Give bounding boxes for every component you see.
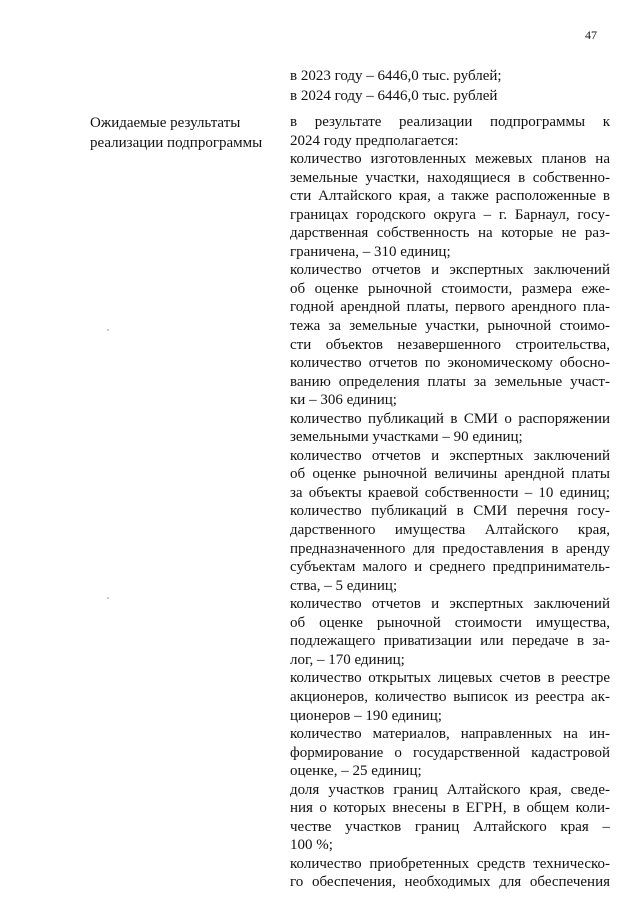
scan-speck [107, 329, 109, 331]
result-line: ки – 306 единиц; [290, 392, 397, 409]
result-line: количество приобретенных средств техническо- [290, 855, 610, 872]
budget-line-2024: в 2024 году – 6446,0 тыс. рублей [290, 88, 498, 104]
result-line: 100 %; [290, 837, 333, 854]
result-line: количество публикаций в СМИ о распоряжении [290, 410, 610, 427]
result-line: честве участков границ Алтайского края – [290, 818, 610, 835]
scan-speck [107, 597, 109, 599]
result-line: об оценке рыночной стоимости, размера еже- [290, 280, 610, 297]
result-line: формирование о государственной кадастровой [290, 744, 610, 761]
result-line: доля участков границ Алтайского края, сведе- [290, 781, 610, 798]
result-line: граничена, – 310 единиц; [290, 243, 451, 260]
budget-line-2023: в 2023 году – 6446,0 тыс. рублей; [290, 68, 502, 84]
expected-results-label-line-1: Ожидаемые результаты [90, 115, 241, 131]
result-line: го обеспечения, необходимых для обеспечения [290, 874, 610, 891]
result-line: дарственного имущества Алтайского края, [290, 522, 610, 539]
page-number: 47 [585, 28, 597, 42]
result-line: количество отчетов по экономическому обосно- [290, 355, 610, 372]
result-line: лог, – 170 единиц; [290, 651, 405, 668]
result-line: годной арендной платы, первого арендного пла- [290, 299, 610, 316]
result-line: количество открытых лицевых счетов в реестре [290, 670, 610, 687]
result-line: за объекты краевой собственности – 10 единиц; [290, 484, 610, 501]
result-line: об оценке рыночной стоимости имущества, [290, 614, 610, 631]
result-line: 2024 году предполагается: [290, 132, 459, 149]
result-line: тежа за земельные участки, рыночной стоимо- [290, 318, 610, 335]
result-line: в результате реализации подпрограммы к [290, 114, 610, 130]
budget-lines [290, 66, 610, 106]
result-line: дарственная собственность на которые не раз- [290, 225, 610, 242]
expected-results-label-line-2: реализации подпрограммы [90, 135, 263, 151]
result-line: количество публикаций в СМИ перечня госу- [290, 503, 610, 520]
expected-results-label [90, 113, 280, 153]
result-line: количество отчетов и экспертных заключений [290, 262, 610, 279]
result-line: сти объектов незавершенного строительства, [290, 336, 610, 353]
result-line: границах городского округа – г. Барнаул, госу- [290, 206, 610, 223]
result-line: количество отчетов и экспертных заключений [290, 447, 610, 464]
result-line: субъектам малого и среднего предприниматель- [290, 559, 610, 576]
result-line: земельные участки, находящиеся в собственно- [290, 169, 610, 186]
expected-results-text [290, 113, 610, 892]
result-line: об оценке рыночной величины арендной платы [290, 466, 610, 483]
result-line: ционеров – 190 единиц; [290, 707, 442, 724]
result-line: ства, – 5 единиц; [290, 577, 398, 594]
result-line: земельными участками – 90 единиц; [290, 429, 523, 446]
result-line: предназначенного для предоставления в аренду [290, 540, 610, 557]
result-line: количество изготовленных межевых планов на [290, 151, 610, 168]
result-line: количество материалов, направленных на ин- [290, 726, 610, 743]
result-line: оценке, – 25 единиц; [290, 763, 422, 780]
result-line: ния о которых внесены в ЕГРН, в общем коли- [290, 800, 610, 817]
result-line: сти Алтайского края, а также расположенные в [290, 188, 610, 205]
result-line: количество отчетов и экспертных заключений [290, 596, 610, 613]
result-line: акционеров, количество выписок из реестра ак- [290, 688, 610, 705]
result-line: подлежащего приватизации или передаче в за- [290, 633, 610, 650]
result-line: ванию определения платы за земельные участ- [290, 373, 610, 390]
